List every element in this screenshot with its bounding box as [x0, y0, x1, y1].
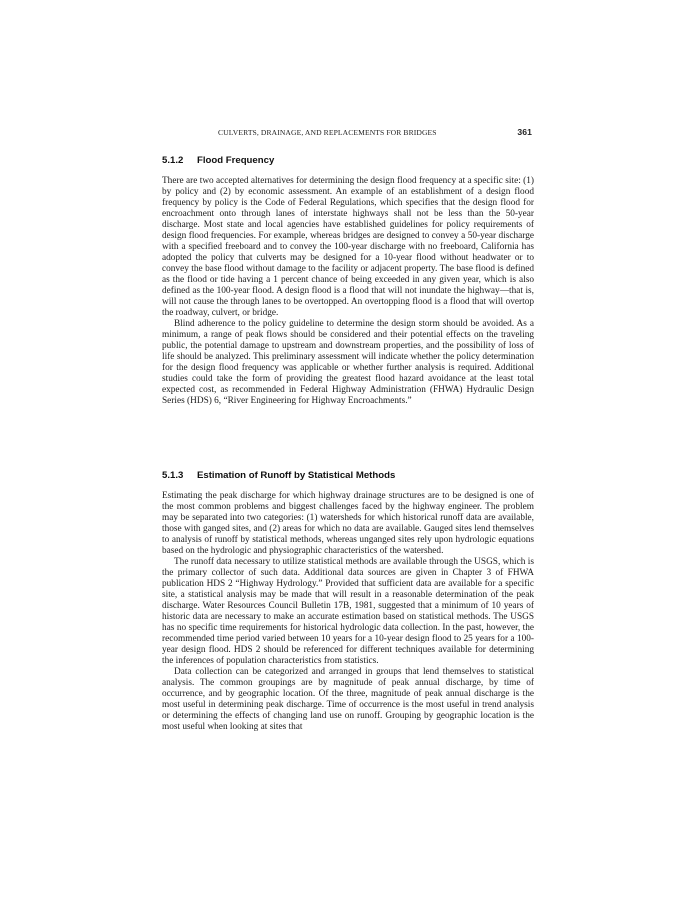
section-heading-runoff-estimation [162, 470, 534, 481]
paragraph: Blind adherence to the policy guideline to determine the design storm should be avoided. As a minimum, a range of peak flows should be considered and their potential effects on the traveling public, the potential damage to upstream and downstream properties, and the possibility of loss of life should be analyzed. This preliminary assessment will indicate whether the policy determination for the design flood frequency was applicable or whether further analysis is required. Additional studies could take the form of providing the greatest flood hazard avoidance at the least total expected cost, as recommended in Federal Highway Administration (FHWA) Hydraulic Design Series (HDS) 6, “River Engineering for Highway Encroachments.” [162, 319, 534, 406]
section-body-flood-frequency [162, 176, 534, 407]
paragraph: The runoff data necessary to utilize statistical methods are available through the USGS, which is the primary collector of such data. Additional data sources are given in Chapter 3 of FHWA publication HDS 2 “Highway Hydrology.” Provided that sufficient data are available for a specific site, a statistical analysis may be made that will result in a reasonable determination of the peak discharge. Water Resources Council Bulletin 17B, 1981, suggested that a minimum of 10 years of historic data are necessary to make an accurate estimation based on statistical methods. The USGS has no specific time requirements for historical hydrologic data collection. In the past, however, the recommended time period varied between 10 years for a 10-year design flood to 25 years for a 100-year design flood. HDS 2 should be referenced for different techniques available for determining the inferences of population characteristics from statistics. [162, 557, 534, 666]
paragraph: Data collection can be categorized and arranged in groups that lend themselves to statistical analysis. The common groupings are by magnitude of peak annual discharge, by time of occurrence, and by geographic location. Of the three, magnitude of peak annual discharge is the most useful in determining peak discharge. Time of occurrence is the most useful in trend analysis or determining the effects of changing land use on runoff. Grouping by geographic location is the most useful when looking at sites that [162, 667, 534, 732]
section-title: Flood Frequency [197, 155, 275, 166]
running-head [162, 128, 532, 140]
paragraph: There are two accepted alternatives for determining the design flood frequency at a specific site: (1) by policy and (2) by economic assessment. An example of an establishment of a design flood frequency by policy is the Code of Federal Regulations, which specifies that the design flood for encroachment onto through lanes of interstate highways shall not be less than the 50-year discharge. Most state and local agencies have established guidelines for policy requirements of design flood frequencies. For example, whereas bridges are designed to convey a 50-year discharge with a specified freeboard and to convey the 100-year discharge with no freeboard, California has adopted the policy that culverts may be designed for a 10-year flood without headwater or to convey the base flood without damage to the facility or adjacent property. The base flood is defined as the flood or tide having a 1 percent chance of being exceeded in any given year, which is also defined as the 100-year flood. A design flood is a flood that will not inundate the highway—that is, will not cause the through lanes to be overtopped. An overtopping flood is a flood that will overtop the roadway, culvert, or bridge. [162, 176, 534, 318]
paragraph: Estimating the peak discharge for which highway drainage structures are to be designed is one of the most common problems and biggest challenges faced by the highway engineer. The problem may be separated into two categories: (1) watersheds for which historical runoff data are available, those with ganged sites, and (2) areas for which no data are available. Gauged sites lend themselves to analysis of runoff by statistical methods, whereas unganged sites rely upon hydrologic equations based on the hydrologic and physiographic characteristics of the watershed. [162, 491, 534, 556]
section-title: Estimation of Runoff by Statistical Methods [197, 470, 396, 481]
section-number: 5.1.3 [162, 470, 184, 481]
section-heading-flood-frequency [162, 155, 534, 166]
running-head-title: CULVERTS, DRAINAGE, AND REPLACEMENTS FOR BRIDGES [218, 128, 437, 137]
page-number: 361 [517, 127, 532, 137]
section-number: 5.1.2 [162, 155, 184, 166]
section-body-runoff-estimation [162, 491, 534, 733]
